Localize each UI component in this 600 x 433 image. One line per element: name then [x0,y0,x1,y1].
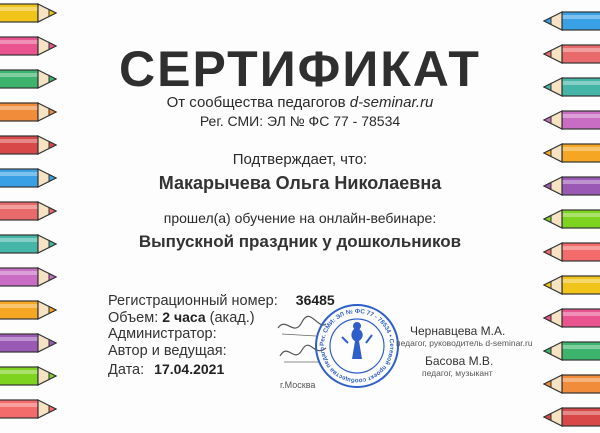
pencil-decoration [0,400,56,418]
issuer-site: d-seminar.ru [349,94,434,111]
stamp-ring-text: Рег. СМИ: ЭЛ № ФС 77 - 78534 • Сетевой проект сообщества педаго [318,307,396,385]
completed-text: прошел(а) обучение на онлайн-вебинаре: [163,210,437,226]
certificate-title: СЕРТИФИКАТ [119,41,481,97]
pencil-decoration [544,342,600,360]
date-value: 17.04.2021 [154,361,225,377]
date-label: Дата: [108,362,145,378]
reg-number-label: Регистрационный номер: [108,293,278,309]
webinar-title: Выпускной праздник у дошкольников [138,232,462,251]
author-signer-name: Басова М.В. [425,354,494,368]
volume-value: 2 часа [162,309,206,325]
recipient-name: Макарычева Ольга Николаевна [158,173,442,193]
confirms-text: Подтверждает, что: [232,151,368,168]
pencil-decoration [544,309,600,327]
pencil-decoration [544,276,600,294]
volume-unit: (акад.) [209,310,255,326]
pencil-decoration [0,4,56,22]
admin-label: Администратор: [108,326,217,342]
author-signer-role: педагог, музыкант [422,368,493,378]
smi-registration: Рег. СМИ: ЭЛ № ФС 77 - 78534 [199,113,401,129]
volume-label: Объем: [108,310,159,326]
admin-signer-role: педагог, руководитель d-seminar.ru [396,338,533,348]
pencil-decoration [544,408,600,426]
issuer-line [0,94,600,111]
round-stamp [314,303,400,389]
pencil-decoration [544,12,600,30]
reg-number-value: 36485 [295,292,335,308]
pencil-decoration [0,367,56,385]
issuer-prefix: От сообщества педагогов [166,94,346,111]
volume-row [108,309,255,326]
pencil-decoration [0,268,56,286]
admin-signer-name: Чернавцева М.А. [410,324,506,338]
pencil-decoration [0,334,56,352]
date-row [108,361,224,378]
author-label: Автор и ведущая: [108,343,227,359]
pencil-decoration [544,375,600,393]
pencil-decoration [0,301,56,319]
city-label: г.Москва [280,380,316,390]
reg-number-row [108,292,335,309]
